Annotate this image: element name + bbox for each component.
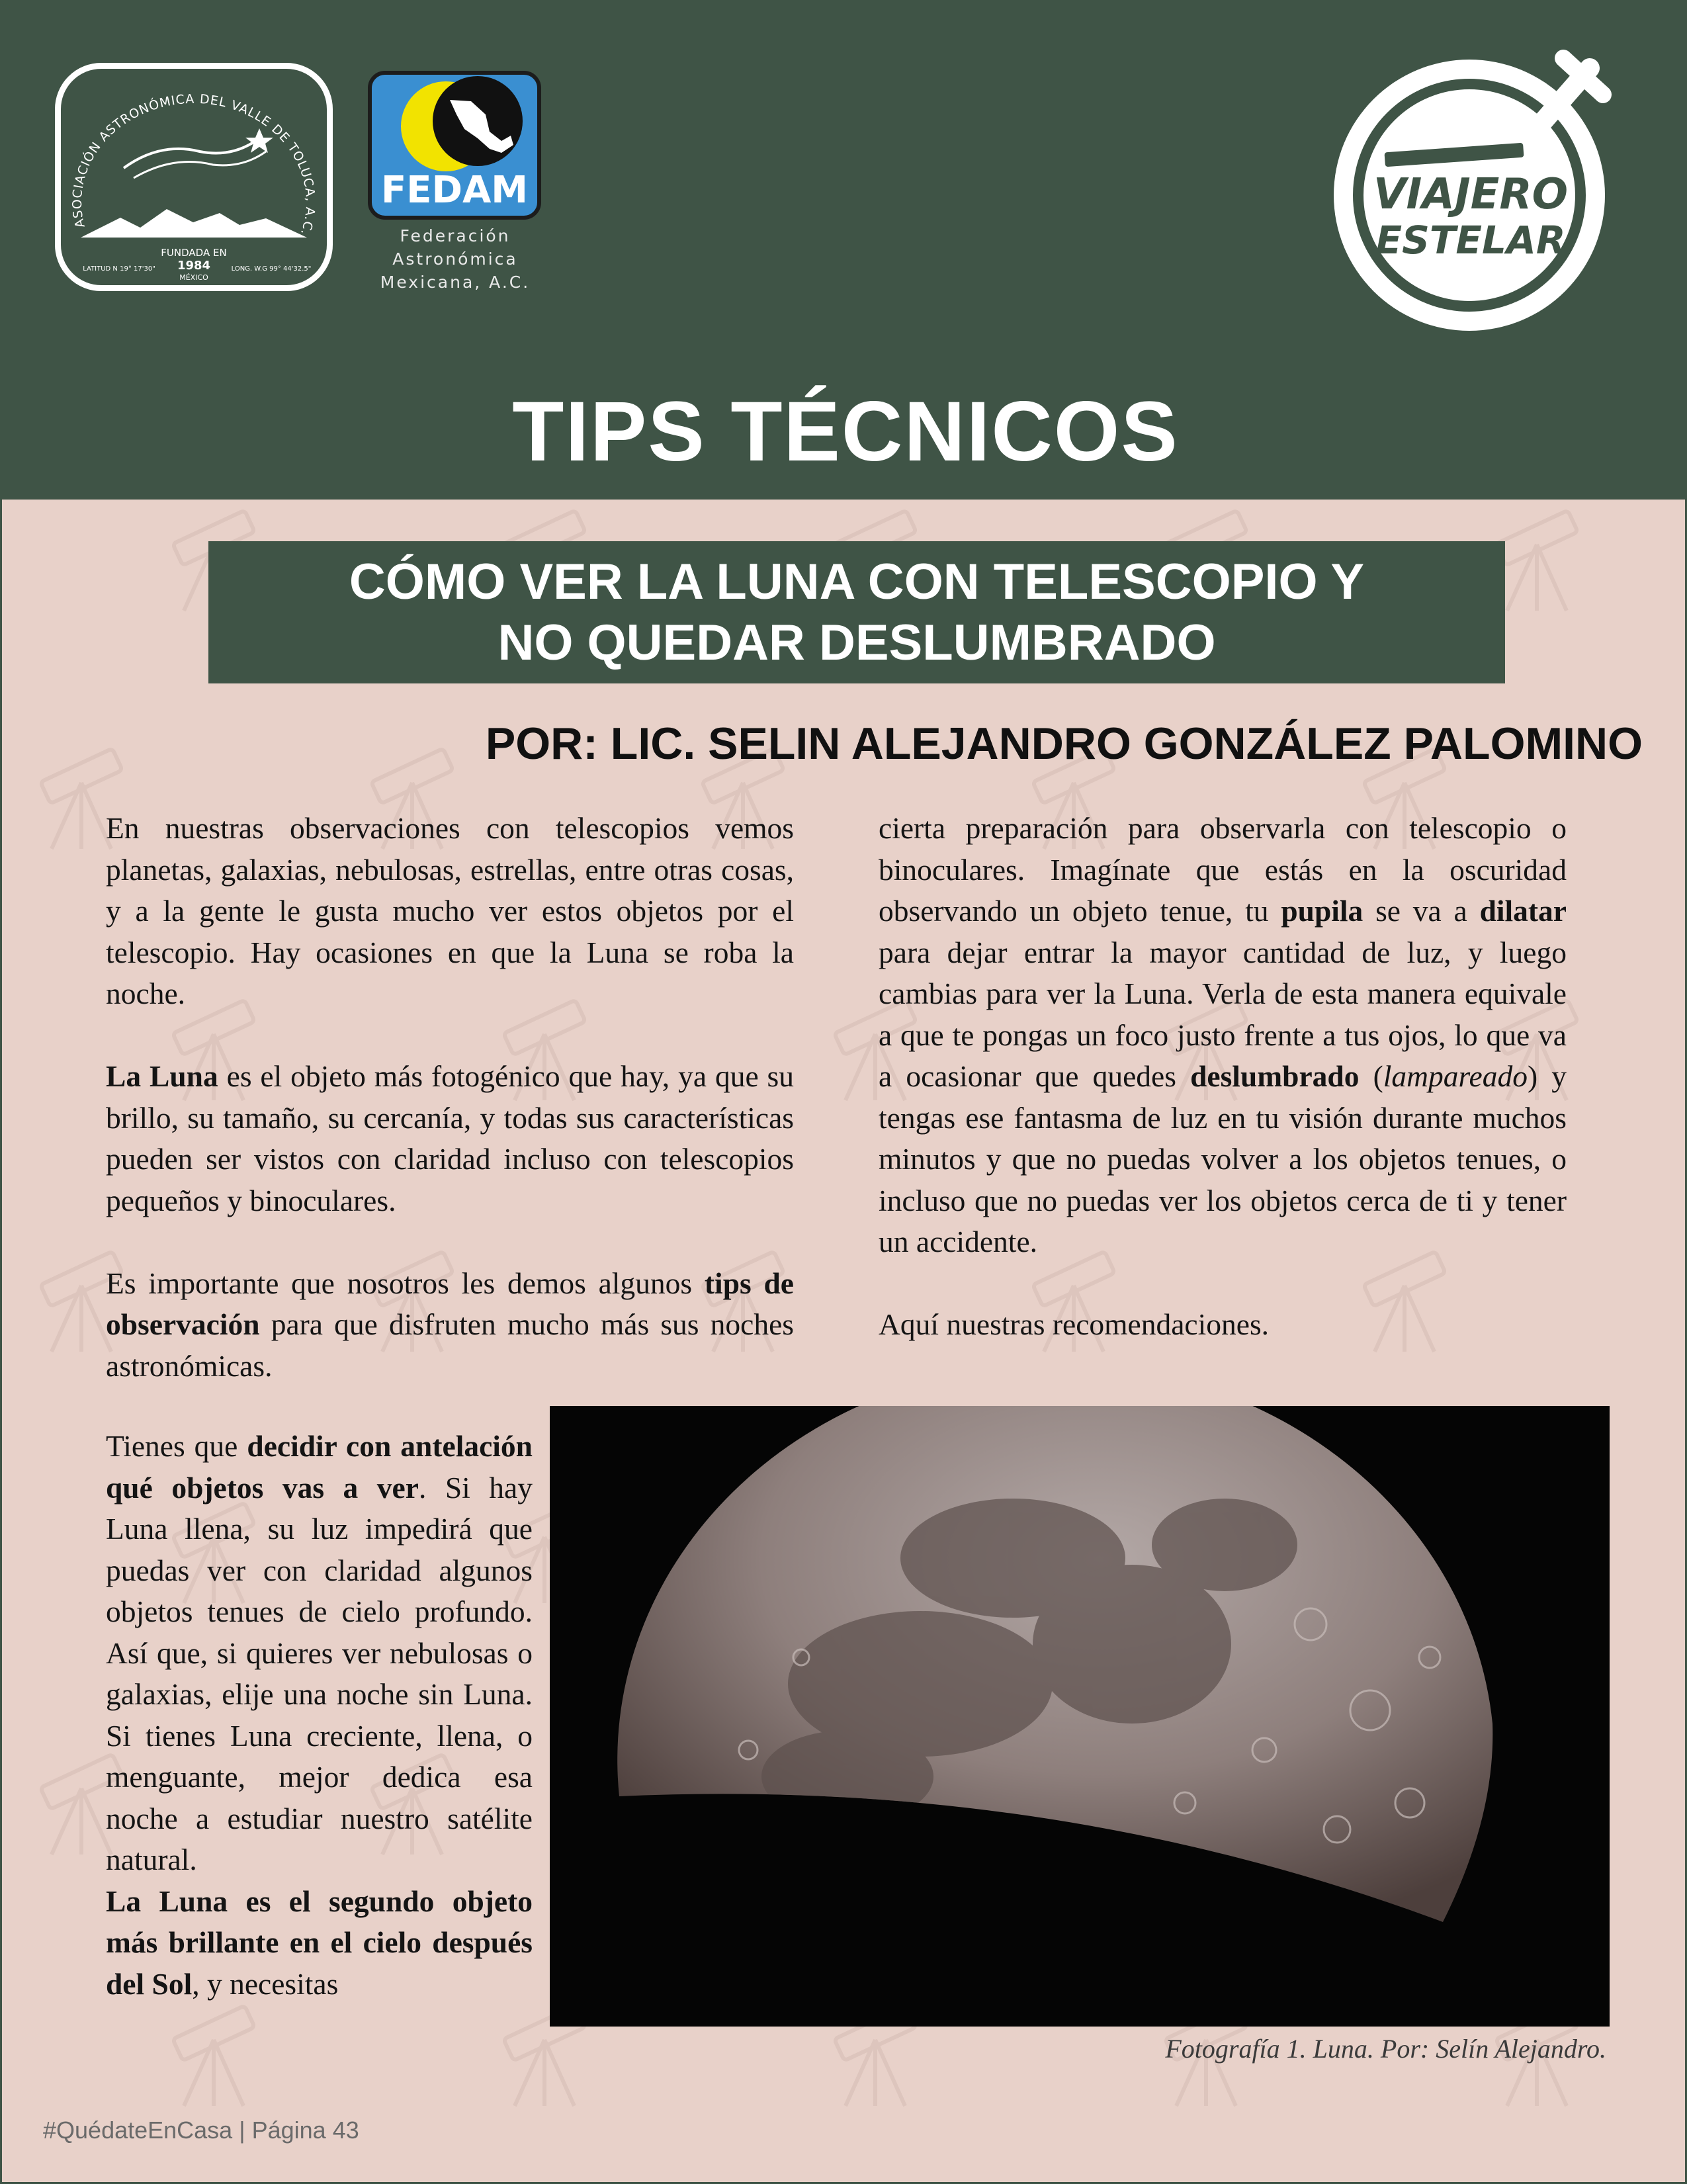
asociacion-founded-year: 1984	[177, 259, 211, 273]
bold-text: La Luna es el segundo objeto más brillante en el cielo después del Sol	[106, 1884, 533, 2001]
article-author: POR: LIC. SELIN ALEJANDRO GONZÁLEZ PALOMINO	[485, 719, 1643, 769]
italic-text: lampareado	[1383, 1059, 1528, 1093]
bold-text: decidir con antelación qué objetos vas a ver	[106, 1429, 533, 1505]
paragraph: Aquí nuestras recomendaciones.	[879, 1307, 1270, 1341]
left-column	[106, 808, 794, 1387]
fedam-caption	[359, 224, 551, 294]
section-title: TIPS TÉCNICOS	[512, 384, 1179, 479]
asociacion-country: MÉXICO	[179, 273, 208, 282]
paragraph	[106, 1881, 533, 2005]
body-text: se va a	[1363, 894, 1480, 928]
paragraph	[106, 1263, 794, 1387]
moon-photo	[550, 1406, 1610, 2027]
fedam-logo	[368, 71, 541, 220]
body-text: . Si hay Luna llena, su luz impedirá que puedas ver con claridad algunos objetos tenues de cielo profundo. Así que, si quieres ver nebulosas o galaxias, elije una noche sin Luna. Si tienes Luna creciente, llena, o menguante, mejor dedica esa noche a estudiar nuestro satélite natural.	[106, 1470, 533, 1876]
fedam-caption-line: Federación	[400, 226, 511, 245]
viajero-line1: VIAJERO	[1373, 170, 1569, 219]
body-text: ) y tengas ese fantasma de luz en tu visión durante muchos minutos y que no puedas volver a los objetos tenues, o incluso que no puedas ver los objetos cerca de ti y tener un accidente.	[879, 1059, 1567, 1258]
header-band	[2, 2, 1687, 500]
paragraph	[106, 1426, 533, 1881]
asociacion-astronomica-logo	[55, 63, 333, 291]
asociacion-founded-label: FUNDADA EN	[161, 247, 227, 259]
bold-text: La Luna	[106, 1059, 218, 1093]
asociacion-latitude: LATITUD N 19° 17'30"	[83, 265, 155, 273]
fedam-wordmark: FEDAM	[380, 169, 529, 212]
article-title-box	[208, 541, 1505, 683]
fedam-caption-line: Mexicana, A.C.	[380, 273, 531, 292]
article-title-line2: NO QUEDAR DESLUMBRADO	[497, 614, 1216, 671]
footer-hashtag: #QuédateEnCasa	[43, 2117, 233, 2144]
body-text: Es importante que nosotros les demos algunos	[106, 1266, 705, 1300]
article-title-line1: CÓMO VER LA LUNA CON TELESCOPIO Y	[349, 553, 1365, 610]
viajero-estelar-logo	[1325, 42, 1616, 346]
asociacion-longitude: LONG. W.G 99° 44'32.5"	[231, 265, 312, 273]
right-column	[879, 808, 1567, 1346]
bold-text: tips de observación	[106, 1266, 794, 1341]
bold-text: dilatar	[1479, 894, 1567, 928]
body-text: cierta preparación para observarla con telescopio o binoculares. Imagínate que estás en la oscuridad observando un objeto tenue, tu	[879, 811, 1567, 928]
body-text: Tienes que	[106, 1429, 247, 1463]
paragraph	[106, 1056, 794, 1221]
fedam-caption-line: Astronómica	[392, 249, 518, 269]
page-footer	[43, 2116, 359, 2145]
paragraph	[879, 808, 1567, 1263]
body-text: (	[1359, 1059, 1383, 1093]
photo-caption: Fotografía 1. Luna. Por: Selín Alejandro.	[1165, 2034, 1606, 2064]
viajero-line2: ESTELAR	[1375, 218, 1566, 263]
asociacion-ring-text: ASOCIACIÓN ASTRONÓMICA DEL VALLE DE TOLUCA, A.C.	[69, 91, 318, 238]
paragraph: En nuestras observaciones con telescopios vemos planetas, galaxias, nebulosas, estrellas, entre otras cosas, y a la gente le gusta mucho ver estos objetos por el telescopio. Hay ocasiones en que la Luna se roba la noche.	[106, 811, 794, 1010]
body-text: , y necesitas	[192, 1966, 339, 2001]
body-text: para que disfruten mucho más sus noches astronómicas.	[106, 1307, 794, 1383]
footer-separator: |	[239, 2117, 245, 2144]
body-text: es el objeto más fotogénico que hay, ya que su brillo, su tamaño, su cercanía, y todas sus características pueden ser vistos con claridad incluso con telescopios pequeños y binoculares.	[106, 1059, 794, 1217]
bold-text: deslumbrado	[1190, 1059, 1360, 1093]
bold-text: pupila	[1281, 894, 1363, 928]
body-text: para dejar entrar la mayor cantidad de luz, y luego cambias para ver la Luna. Verla de esta manera equivale a que te pongas un foco justo frente a tus ojos, lo que va a ocasionar que quedes	[879, 935, 1567, 1093]
svg-text:ASOCIACIÓN ASTRONÓMICA DEL VAL	[70, 92, 318, 238]
narrow-column	[106, 1426, 533, 2005]
footer-page-number: Página 43	[251, 2117, 359, 2144]
